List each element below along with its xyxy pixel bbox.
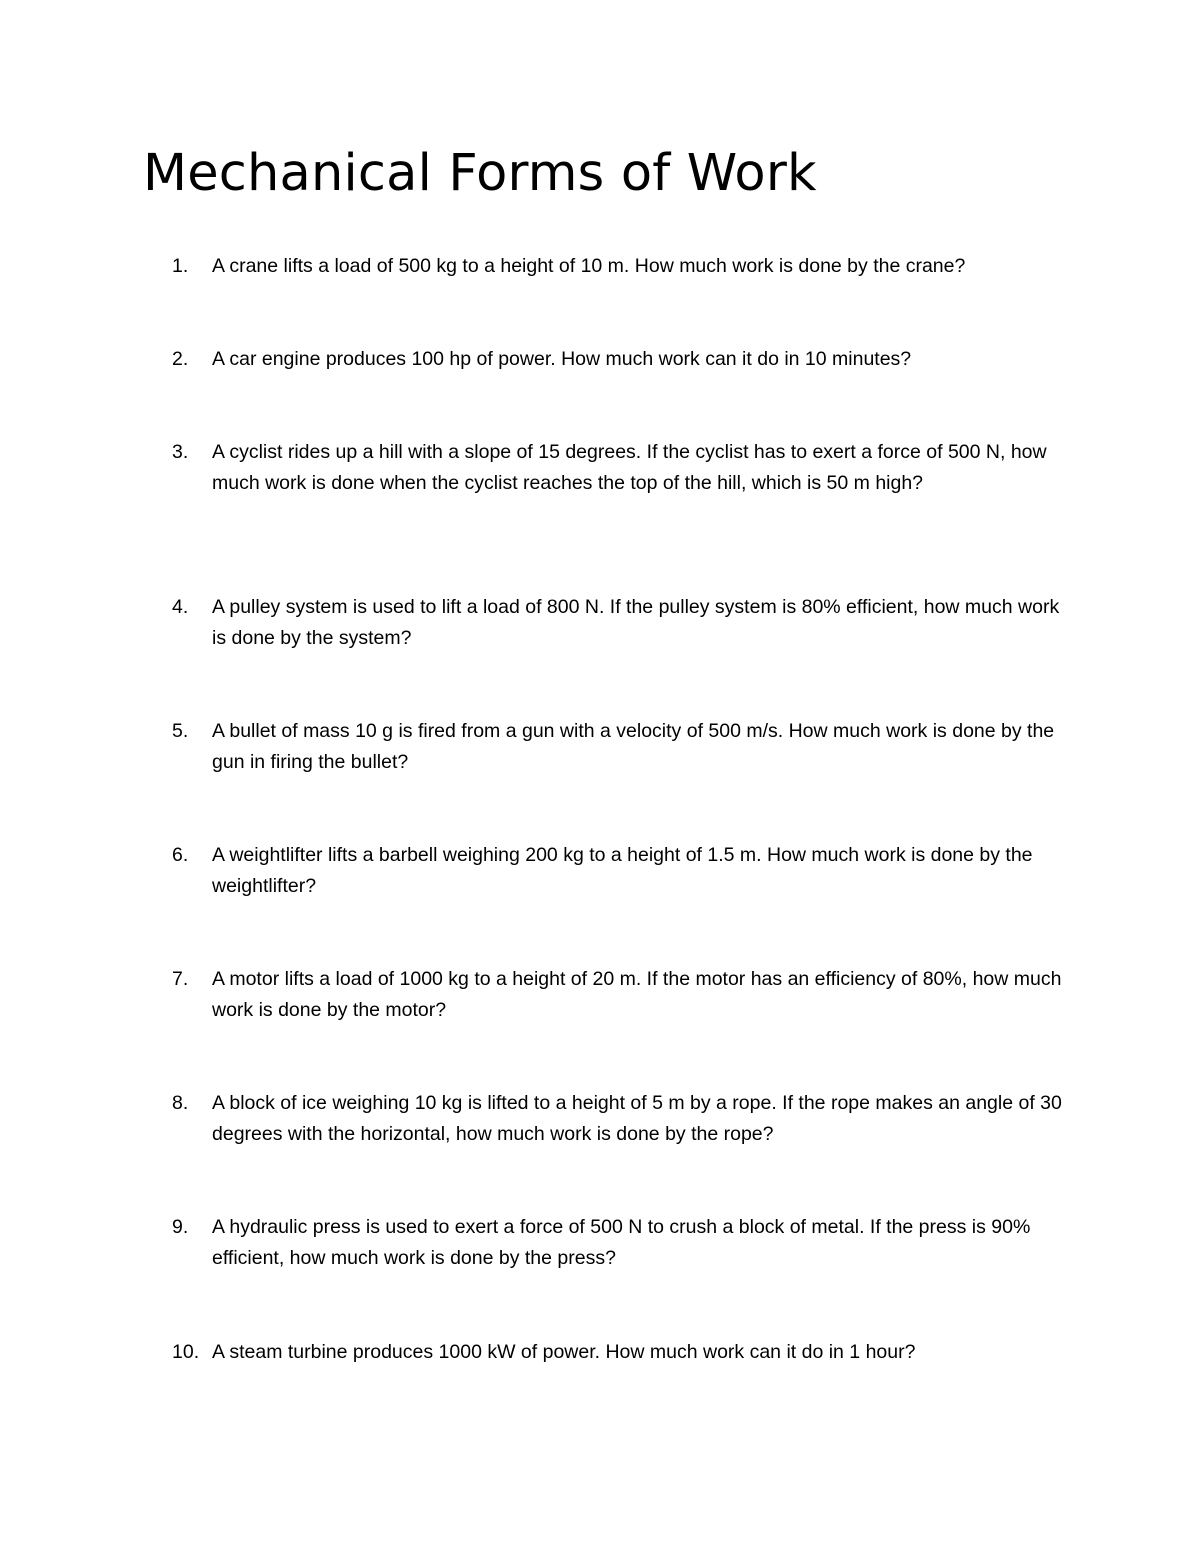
question-text: A bullet of mass 10 g is fired from a gun with a velocity of 500 m/s. How much work is done by the gun in firing the bullet? bbox=[212, 720, 1055, 773]
question-text: A car engine produces 100 hp of power. How much work can it do in 10 minutes? bbox=[212, 348, 912, 370]
question-number: 1. bbox=[172, 255, 189, 277]
question-text: A motor lifts a load of 1000 kg to a height of 20 m. If the motor has an efficiency of 80%, how much work is done by the motor? bbox=[212, 968, 1062, 1021]
question-3 bbox=[172, 437, 1072, 499]
question-5 bbox=[172, 716, 1072, 778]
question-number: 4. bbox=[172, 596, 189, 618]
question-4 bbox=[172, 592, 1072, 654]
question-number: 2. bbox=[172, 348, 189, 370]
question-number: 9. bbox=[172, 1216, 189, 1238]
question-1 bbox=[172, 251, 1072, 282]
question-text: A cyclist rides up a hill with a slope of 15 degrees. If the cyclist has to exert a force of 500 N, how much work is done when the cyclist reaches the top of the hill, which is 50 m high? bbox=[212, 441, 1047, 494]
question-text: A pulley system is used to lift a load of 800 N. If the pulley system is 80% efficient, how much work is done by the system? bbox=[212, 596, 1060, 649]
question-text: A steam turbine produces 1000 kW of power. How much work can it do in 1 hour? bbox=[212, 1341, 916, 1363]
question-9 bbox=[172, 1212, 1072, 1274]
question-2 bbox=[172, 344, 1072, 375]
question-6 bbox=[172, 840, 1072, 902]
question-10 bbox=[172, 1337, 1072, 1368]
question-number: 6. bbox=[172, 844, 189, 866]
question-number: 3. bbox=[172, 441, 189, 463]
question-number: 10. bbox=[172, 1341, 200, 1363]
question-number: 5. bbox=[172, 720, 189, 742]
question-8 bbox=[172, 1088, 1072, 1150]
question-text: A hydraulic press is used to exert a force of 500 N to crush a block of metal. If the press is 90% efficient, how much work is done by the press? bbox=[212, 1216, 1031, 1269]
page-title: Mechanical Forms of Work bbox=[143, 144, 817, 203]
question-text: A block of ice weighing 10 kg is lifted to a height of 5 m by a rope. If the rope makes an angle of 30 degrees with the horizontal, how much work is done by the rope? bbox=[212, 1092, 1062, 1145]
question-number: 8. bbox=[172, 1092, 189, 1114]
question-7 bbox=[172, 964, 1072, 1026]
question-number: 7. bbox=[172, 968, 189, 990]
question-text: A crane lifts a load of 500 kg to a height of 10 m. How much work is done by the crane? bbox=[212, 255, 966, 277]
question-text: A weightlifter lifts a barbell weighing 200 kg to a height of 1.5 m. How much work is done by the weightlifter? bbox=[212, 844, 1033, 897]
